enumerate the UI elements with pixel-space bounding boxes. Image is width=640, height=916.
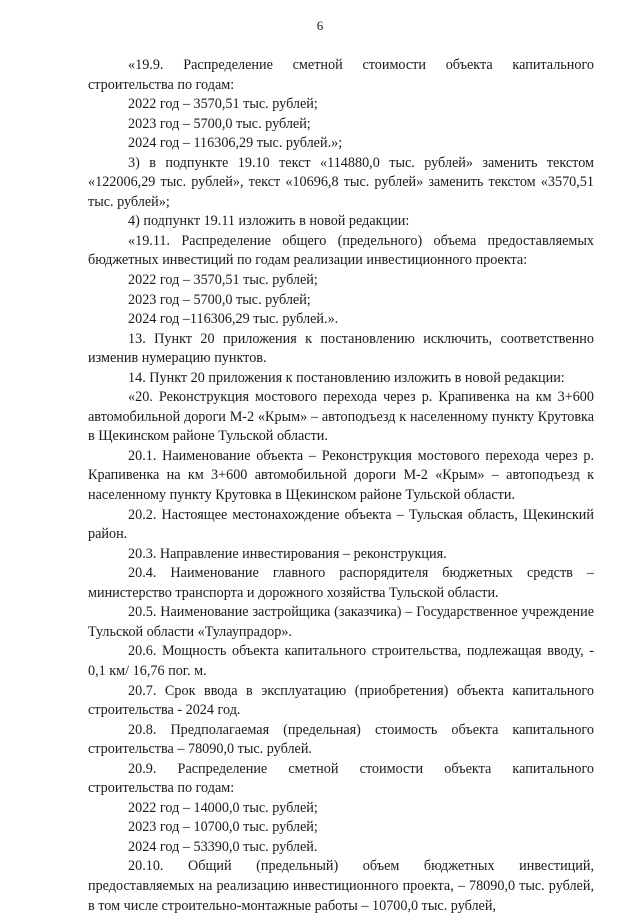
year-line: 2024 год – 53390,0 тыс. рублей. (128, 838, 318, 855)
year-line: 2022 год – 3570,51 тыс. рублей; (128, 272, 318, 289)
paragraph-line: 20.3. Направление инвестирования – реконструкция. (128, 545, 447, 562)
document-body (88, 56, 594, 916)
paragraph-line: 14. Пункт 20 приложения к постановлению изложить в новой редакции: (128, 369, 565, 386)
page-number: 6 (316, 18, 324, 33)
paragraph: 20.2. Настоящее местонахождение объекта – Тульская область, Щекинский район. (88, 506, 594, 543)
paragraph: 20.9. Распределение сметной стоимости объекта капитального строительства по годам: (88, 760, 594, 797)
year-line: 2023 год – 5700,0 тыс. рублей; (128, 291, 311, 308)
year-line: 2022 год – 3570,51 тыс. рублей; (128, 96, 318, 113)
year-line: 2023 год – 5700,0 тыс. рублей; (128, 115, 311, 132)
paragraph: 20.6. Мощность объекта капитального строительства, подлежащая вводу, - 0,1 км/ 16,76 пог. м. (88, 643, 594, 679)
paragraph: 13. Пункт 20 приложения к постановлению исключить, соответственно изменив нумерацию пунктов. (88, 330, 594, 367)
paragraph: 20.1. Наименование объекта – Реконструкция мостового перехода через р. Крапивенка на км 3+600 автомобильной дороги М-2 «Крым» – автоподъезд к населенному пункту Крутовка в Щекинском районе Тульской области. (88, 447, 594, 504)
paragraph: 20.10. Общий (предельный) объем бюджетных инвестиций, предоставляемых на реализацию инвестиционного проекта, – 78090,0 тыс. рублей, в том числе строительно-монтажные работы – 10700,0 тыс. рублей, (88, 858, 594, 914)
paragraph: «20. Реконструкция мостового перехода через р. Крапивенка на км 3+600 автомобильной дороги М-2 «Крым» – автоподъезд к населенному пункту Крутовка в Щекинском районе Тульской области. (88, 389, 594, 445)
paragraph: 3) в подпункте 19.10 текст «114880,0 тыс. рублей» заменить текстом «122006,29 тыс. рублей», текст «10696,8 тыс. рублей» заменить текстом «3570,51 тыс. рублей»; (88, 154, 594, 210)
year-line: 2024 год –116306,29 тыс. рублей.». (128, 311, 339, 328)
paragraph-line: 4) подпункт 19.11 изложить в новой редакции: (128, 213, 410, 230)
year-line: 2022 год – 14000,0 тыс. рублей; (128, 799, 318, 816)
year-line: 2024 год – 116306,29 тыс. рублей.»; (128, 135, 343, 152)
paragraph: «19.9. Распределение сметной стоимости объекта капитального строительства по годам: (88, 57, 594, 93)
paragraph: «19.11. Распределение общего (предельного) объема предоставляемых бюджетных инвестиций по годам реализации инвестиционного проекта: (88, 232, 594, 269)
paragraph: 20.5. Наименование застройщика (заказчика) – Государственное учреждение Тульской области «Тулаупрадор». (88, 604, 594, 640)
paragraph: 20.4. Наименование главного распорядителя бюджетных средств – министерство транспорта и дорожного хозяйства Тульской области. (88, 565, 594, 601)
year-line: 2023 год – 10700,0 тыс. рублей; (128, 819, 318, 836)
paragraph: 20.7. Срок ввода в эксплуатацию (приобретения) объекта капитального строительства - 2024 год. (88, 682, 594, 719)
paragraph: 20.8. Предполагаемая (предельная) стоимость объекта капитального строительства – 78090,0 тыс. рублей. (88, 721, 594, 758)
